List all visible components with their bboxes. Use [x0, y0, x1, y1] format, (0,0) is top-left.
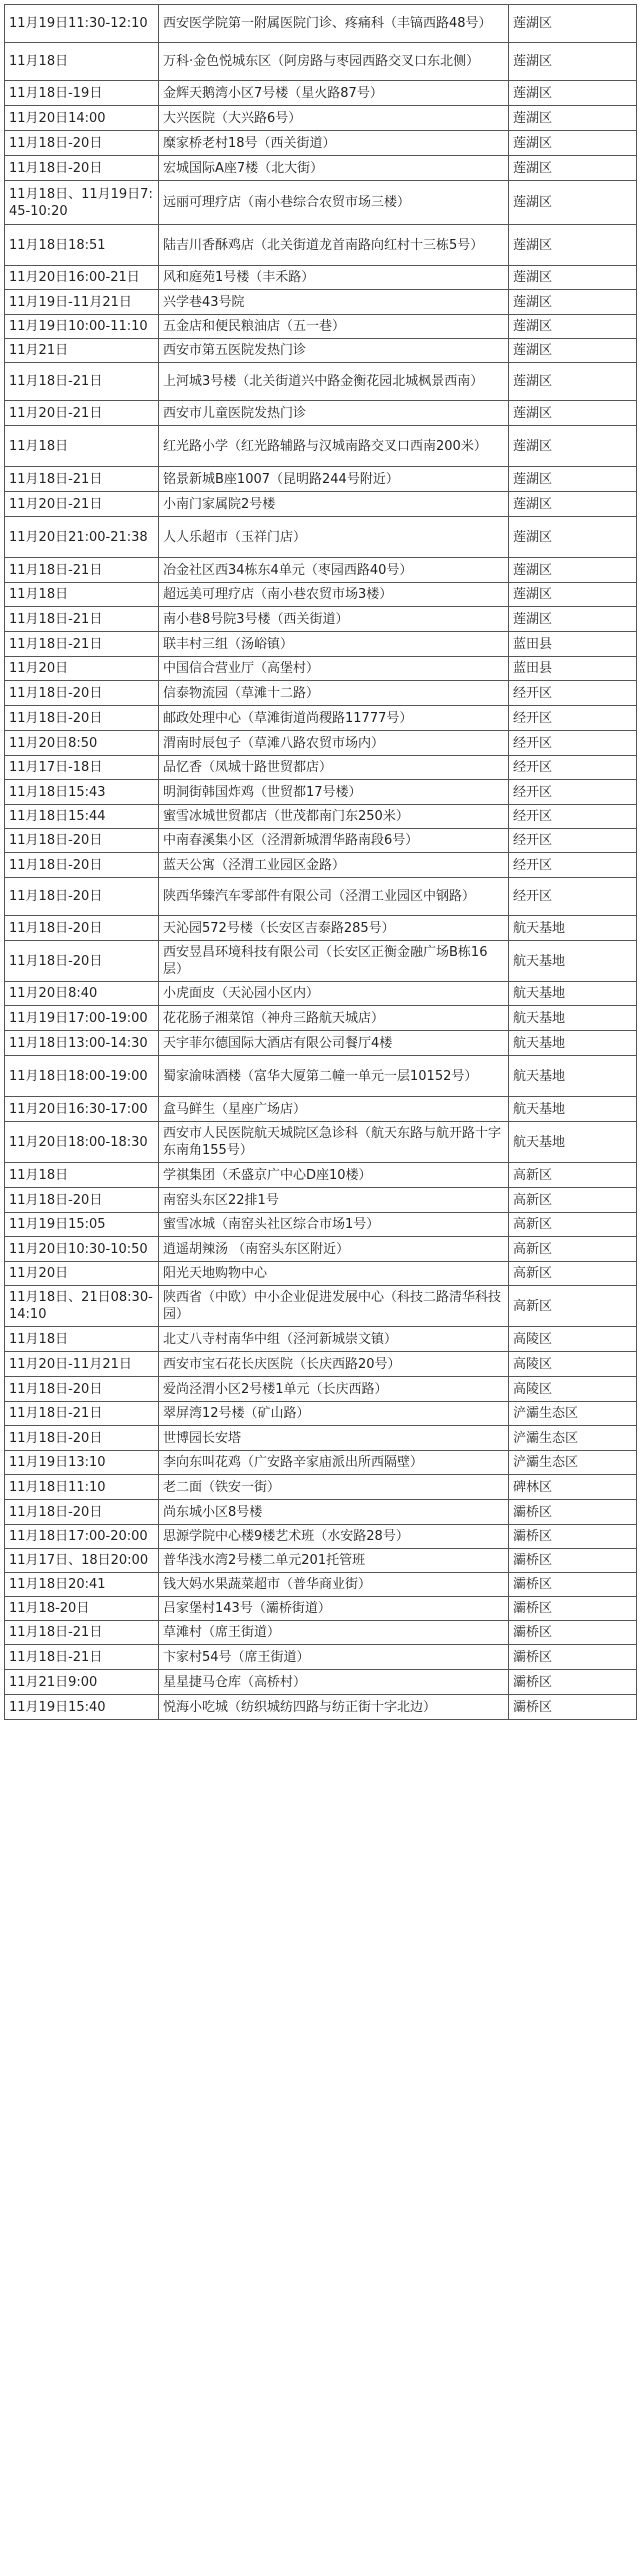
time-cell: 11月18日-20日 [5, 1426, 159, 1451]
time-cell: 11月20日21:00-21:38 [5, 517, 159, 558]
place-cell: 红光路小学（红光路辅路与汉城南路交叉口西南200米） [159, 426, 509, 467]
time-cell: 11月18日 [5, 43, 159, 81]
table-row [5, 1262, 637, 1286]
table-row [5, 1006, 637, 1031]
place-cell: 花花肠子湘菜馆（神舟三路航天城店） [159, 1006, 509, 1031]
place-cell: 南窑头东区22排1号 [159, 1188, 509, 1213]
time-cell: 11月18日-21日 [5, 1402, 159, 1426]
place-cell: 人人乐超市（玉祥门店） [159, 517, 509, 558]
time-cell: 11月21日9:00 [5, 1670, 159, 1695]
table-row [5, 467, 637, 492]
place-cell: 万科·金色悦城东区（阿房路与枣园西路交叉口东北侧） [159, 43, 509, 81]
time-cell: 11月18日13:00-14:30 [5, 1031, 159, 1056]
table-row [5, 558, 637, 583]
district-cell: 航天基地 [509, 1122, 637, 1163]
table-row [5, 1213, 637, 1237]
place-cell: 卞家村54号（席王街道） [159, 1645, 509, 1670]
place-cell: 天沁园572号楼（长安区吉泰路285号） [159, 916, 509, 941]
time-cell: 11月18日11:10 [5, 1475, 159, 1500]
time-cell: 11月18日-21日 [5, 1645, 159, 1670]
table-row [5, 5, 637, 43]
place-cell: 宏城国际A座7楼（北大街） [159, 156, 509, 181]
table-row [5, 363, 637, 401]
place-cell: 李向东叫花鸡（广安路辛家庙派出所西隔壁） [159, 1451, 509, 1475]
district-cell: 莲湖区 [509, 583, 637, 607]
district-cell: 经开区 [509, 681, 637, 706]
place-cell: 西安市儿童医院发热门诊 [159, 401, 509, 426]
table-row [5, 1549, 637, 1573]
table-row [5, 632, 637, 657]
table-row [5, 1645, 637, 1670]
place-cell: 草滩村（席王街道） [159, 1621, 509, 1645]
district-cell: 航天基地 [509, 1031, 637, 1056]
place-cell: 钱大妈水果蔬菜超市（普华商业街） [159, 1573, 509, 1597]
table-row [5, 681, 637, 706]
time-cell: 11月19日17:00-19:00 [5, 1006, 159, 1031]
table-row [5, 81, 637, 106]
table-row [5, 731, 637, 756]
place-cell: 普华浅水湾2号楼二单元201托管班 [159, 1549, 509, 1573]
place-cell: 南小巷8号院3号楼（西关街道） [159, 607, 509, 632]
time-cell: 11月19日11:30-12:10 [5, 5, 159, 43]
table-row [5, 1237, 637, 1262]
district-cell: 高陵区 [509, 1377, 637, 1402]
table-row [5, 756, 637, 780]
district-cell: 莲湖区 [509, 607, 637, 632]
district-cell: 灞桥区 [509, 1695, 637, 1720]
time-cell: 11月19日-11月21日 [5, 290, 159, 315]
district-cell: 经开区 [509, 731, 637, 756]
district-cell: 蓝田县 [509, 632, 637, 657]
district-cell: 灞桥区 [509, 1670, 637, 1695]
time-cell: 11月20日 [5, 1262, 159, 1286]
time-cell: 11月18日-20日 [5, 916, 159, 941]
place-cell: 金辉天鹅湾小区7号楼（星火路87号） [159, 81, 509, 106]
table-row [5, 266, 637, 290]
time-cell: 11月17日、18日20:00 [5, 1549, 159, 1573]
time-cell: 11月20日-21日 [5, 492, 159, 517]
district-cell: 高新区 [509, 1188, 637, 1213]
time-cell: 11月18日 [5, 583, 159, 607]
district-cell: 莲湖区 [509, 181, 637, 225]
time-cell: 11月18日-19日 [5, 81, 159, 106]
time-cell: 11月18日-21日 [5, 467, 159, 492]
table-row [5, 607, 637, 632]
district-cell: 经开区 [509, 756, 637, 780]
table-row [5, 1031, 637, 1056]
place-cell: 渭南时辰包子（草滩八路农贸市场内） [159, 731, 509, 756]
table-row [5, 1352, 637, 1377]
place-cell: 风和庭苑1号楼（丰禾路） [159, 266, 509, 290]
district-cell: 浐灞生态区 [509, 1451, 637, 1475]
time-cell: 11月18日18:00-19:00 [5, 1056, 159, 1097]
district-cell: 经开区 [509, 780, 637, 805]
time-cell: 11月18日-20日 [5, 156, 159, 181]
district-cell: 莲湖区 [509, 81, 637, 106]
district-cell: 高新区 [509, 1286, 637, 1327]
place-cell: 北丈八寺村南华中组（泾河新城崇文镇） [159, 1327, 509, 1352]
table-row [5, 1286, 637, 1327]
district-cell: 经开区 [509, 805, 637, 829]
district-cell: 莲湖区 [509, 156, 637, 181]
district-cell: 莲湖区 [509, 290, 637, 315]
district-cell: 莲湖区 [509, 401, 637, 426]
place-cell: 天宇菲尔德国际大酒店有限公司餐厅4楼 [159, 1031, 509, 1056]
table-row [5, 1695, 637, 1720]
district-cell: 经开区 [509, 853, 637, 878]
district-cell: 莲湖区 [509, 5, 637, 43]
table-row [5, 156, 637, 181]
place-cell: 兴学巷43号院 [159, 290, 509, 315]
time-cell: 11月20日14:00 [5, 106, 159, 131]
district-cell: 浐灞生态区 [509, 1426, 637, 1451]
district-cell: 高新区 [509, 1213, 637, 1237]
table-row [5, 1475, 637, 1500]
time-cell: 11月18-20日 [5, 1597, 159, 1621]
time-cell: 11月19日15:05 [5, 1213, 159, 1237]
time-cell: 11月18日-20日 [5, 1500, 159, 1525]
place-cell: 陕西省（中欧）中小企业促进发展中心（科技二路清华科技园） [159, 1286, 509, 1327]
district-cell: 莲湖区 [509, 467, 637, 492]
place-cell: 上河城3号楼（北关街道兴中路金衡花园北城枫景西南） [159, 363, 509, 401]
time-cell: 11月18日-21日 [5, 1621, 159, 1645]
location-table [4, 4, 637, 1720]
table-row [5, 780, 637, 805]
time-cell: 11月18日-20日 [5, 706, 159, 731]
place-cell: 品忆香（凤城十路世贸都店） [159, 756, 509, 780]
district-cell: 灞桥区 [509, 1573, 637, 1597]
table-row [5, 225, 637, 266]
district-cell: 灞桥区 [509, 1621, 637, 1645]
district-cell: 莲湖区 [509, 266, 637, 290]
place-cell: 中南春溪集小区（泾渭新城渭华路南段6号） [159, 829, 509, 853]
district-cell: 高新区 [509, 1262, 637, 1286]
time-cell: 11月18日-20日 [5, 1188, 159, 1213]
district-cell: 莲湖区 [509, 106, 637, 131]
table-row [5, 1377, 637, 1402]
table-row [5, 1426, 637, 1451]
district-cell: 航天基地 [509, 1006, 637, 1031]
district-cell: 经开区 [509, 706, 637, 731]
place-cell: 阳光天地购物中心 [159, 1262, 509, 1286]
table-row [5, 829, 637, 853]
place-cell: 冶金社区西34栋东4单元（枣园西路40号） [159, 558, 509, 583]
district-cell: 浐灞生态区 [509, 1402, 637, 1426]
time-cell: 11月17日-18日 [5, 756, 159, 780]
place-cell: 蜀家渝味酒楼（富华大厦第二幢一单元一层10152号） [159, 1056, 509, 1097]
district-cell: 蓝田县 [509, 657, 637, 681]
table-body [5, 5, 637, 1720]
place-cell: 老二面（铁安一街） [159, 1475, 509, 1500]
district-cell: 碑林区 [509, 1475, 637, 1500]
time-cell: 11月18日18:51 [5, 225, 159, 266]
time-cell: 11月18日-21日 [5, 607, 159, 632]
time-cell: 11月18日、11月19日7:45-10:20 [5, 181, 159, 225]
place-cell: 翠屏湾12号楼（矿山路） [159, 1402, 509, 1426]
place-cell: 明洞街韩国炸鸡（世贸都17号楼） [159, 780, 509, 805]
time-cell: 11月18日 [5, 426, 159, 467]
table-row [5, 1402, 637, 1426]
place-cell: 中国信合营业厅（高堡村） [159, 657, 509, 681]
district-cell: 航天基地 [509, 941, 637, 982]
time-cell: 11月18日-20日 [5, 941, 159, 982]
time-cell: 11月19日10:00-11:10 [5, 315, 159, 339]
table-row [5, 1188, 637, 1213]
district-cell: 高陵区 [509, 1352, 637, 1377]
time-cell: 11月20日-21日 [5, 401, 159, 426]
district-cell: 莲湖区 [509, 225, 637, 266]
time-cell: 11月18日-21日 [5, 558, 159, 583]
district-cell: 高新区 [509, 1237, 637, 1262]
place-cell: 陆吉川香酥鸡店（北关街道龙首南路向红村十三栋5号） [159, 225, 509, 266]
time-cell: 11月18日、21日08:30-14:10 [5, 1286, 159, 1327]
table-row [5, 315, 637, 339]
time-cell: 11月18日-20日 [5, 853, 159, 878]
table-row [5, 43, 637, 81]
time-cell: 11月18日20:41 [5, 1573, 159, 1597]
district-cell: 灞桥区 [509, 1645, 637, 1670]
table-row [5, 1163, 637, 1188]
district-cell: 莲湖区 [509, 558, 637, 583]
time-cell: 11月20日16:30-17:00 [5, 1097, 159, 1122]
time-cell: 11月20日-11月21日 [5, 1352, 159, 1377]
table-row [5, 131, 637, 156]
table-row [5, 517, 637, 558]
table-row [5, 401, 637, 426]
district-cell: 航天基地 [509, 1097, 637, 1122]
place-cell: 西安昱昌环境科技有限公司（长安区正衡金融广场B栋16层） [159, 941, 509, 982]
table-row [5, 1621, 637, 1645]
table-row [5, 941, 637, 982]
district-cell: 莲湖区 [509, 315, 637, 339]
place-cell: 思源学院中心楼9楼艺术班（水安路28号） [159, 1525, 509, 1549]
time-cell: 11月18日-20日 [5, 681, 159, 706]
time-cell: 11月21日 [5, 339, 159, 363]
place-cell: 五金店和便民粮油店（五一巷） [159, 315, 509, 339]
time-cell: 11月18日-20日 [5, 829, 159, 853]
table-row [5, 1056, 637, 1097]
table-row [5, 1500, 637, 1525]
district-cell: 航天基地 [509, 1056, 637, 1097]
table-row [5, 916, 637, 941]
table-row [5, 1573, 637, 1597]
time-cell: 11月20日10:30-10:50 [5, 1237, 159, 1262]
place-cell: 邮政处理中心（草滩街道尚稷路11777号） [159, 706, 509, 731]
table-row [5, 1451, 637, 1475]
time-cell: 11月20日18:00-18:30 [5, 1122, 159, 1163]
place-cell: 逍遥胡辣汤 （南窑头东区附近） [159, 1237, 509, 1262]
time-cell: 11月18日15:43 [5, 780, 159, 805]
place-cell: 蜜雪冰城世贸都店（世茂都南门东250米） [159, 805, 509, 829]
table-row [5, 1597, 637, 1621]
district-cell: 灞桥区 [509, 1500, 637, 1525]
place-cell: 爱尚泾渭小区2号楼1单元（长庆西路） [159, 1377, 509, 1402]
table-row [5, 339, 637, 363]
time-cell: 11月20日16:00-21日 [5, 266, 159, 290]
place-cell: 联丰村三组（汤峪镇） [159, 632, 509, 657]
place-cell: 星星捷马仓库（高桥村） [159, 1670, 509, 1695]
time-cell: 11月20日 [5, 657, 159, 681]
place-cell: 吕家堡村143号（灞桥街道） [159, 1597, 509, 1621]
table-row [5, 1097, 637, 1122]
table-row [5, 1122, 637, 1163]
place-cell: 西安市宝石花长庆医院（长庆西路20号） [159, 1352, 509, 1377]
place-cell: 盒马鲜生（星座广场店） [159, 1097, 509, 1122]
table-row [5, 1525, 637, 1549]
table-row [5, 853, 637, 878]
place-cell: 小南门家属院2号楼 [159, 492, 509, 517]
time-cell: 11月20日8:40 [5, 982, 159, 1006]
time-cell: 11月19日13:10 [5, 1451, 159, 1475]
district-cell: 经开区 [509, 829, 637, 853]
table-row [5, 1327, 637, 1352]
district-cell: 灞桥区 [509, 1597, 637, 1621]
district-cell: 航天基地 [509, 916, 637, 941]
district-cell: 莲湖区 [509, 517, 637, 558]
place-cell: 学祺集团（禾盛京广中心D座10楼） [159, 1163, 509, 1188]
table-row [5, 426, 637, 467]
place-cell: 小虎面皮（天沁园小区内） [159, 982, 509, 1006]
table-row [5, 181, 637, 225]
place-cell: 信泰物流园（草滩十二路） [159, 681, 509, 706]
table-row [5, 706, 637, 731]
time-cell: 11月18日15:44 [5, 805, 159, 829]
district-cell: 灞桥区 [509, 1525, 637, 1549]
place-cell: 铭景新城B座1007（昆明路244号附近） [159, 467, 509, 492]
time-cell: 11月20日8:50 [5, 731, 159, 756]
district-cell: 航天基地 [509, 982, 637, 1006]
district-cell: 莲湖区 [509, 426, 637, 467]
place-cell: 尚东城小区8号楼 [159, 1500, 509, 1525]
table-row [5, 878, 637, 916]
place-cell: 蓝天公寓（泾渭工业园区金路） [159, 853, 509, 878]
time-cell: 11月18日 [5, 1327, 159, 1352]
place-cell: 远丽可理疗店（南小巷综合农贸市场三楼） [159, 181, 509, 225]
place-cell: 陕西华臻汽车零部件有限公司（泾渭工业园区中钢路） [159, 878, 509, 916]
table-row [5, 1670, 637, 1695]
district-cell: 高新区 [509, 1163, 637, 1188]
district-cell: 莲湖区 [509, 363, 637, 401]
district-cell: 高陵区 [509, 1327, 637, 1352]
table-row [5, 657, 637, 681]
time-cell: 11月18日 [5, 1163, 159, 1188]
table-row [5, 805, 637, 829]
time-cell: 11月18日-20日 [5, 131, 159, 156]
district-cell: 莲湖区 [509, 339, 637, 363]
table-row [5, 982, 637, 1006]
table-row [5, 492, 637, 517]
place-cell: 西安市人民医院航天城院区急诊科（航天东路与航开路十字东南角155号） [159, 1122, 509, 1163]
district-cell: 莲湖区 [509, 492, 637, 517]
district-cell: 灞桥区 [509, 1549, 637, 1573]
place-cell: 蜜雪冰城（南窑头社区综合市场1号） [159, 1213, 509, 1237]
time-cell: 11月19日15:40 [5, 1695, 159, 1720]
table-row [5, 583, 637, 607]
table-row [5, 290, 637, 315]
time-cell: 11月18日17:00-20:00 [5, 1525, 159, 1549]
place-cell: 西安医学院第一附属医院门诊、疼痛科（丰镐西路48号） [159, 5, 509, 43]
district-cell: 莲湖区 [509, 131, 637, 156]
place-cell: 糜家桥老村18号（西关街道） [159, 131, 509, 156]
time-cell: 11月18日-20日 [5, 878, 159, 916]
table-row [5, 106, 637, 131]
place-cell: 西安市第五医院发热门诊 [159, 339, 509, 363]
time-cell: 11月18日-21日 [5, 632, 159, 657]
place-cell: 世博园长安塔 [159, 1426, 509, 1451]
district-cell: 莲湖区 [509, 43, 637, 81]
place-cell: 悦海小吃城（纺织城纺四路与纺正街十字北边） [159, 1695, 509, 1720]
place-cell: 超远美可理疗店（南小巷农贸市场3楼） [159, 583, 509, 607]
time-cell: 11月18日-21日 [5, 363, 159, 401]
time-cell: 11月18日-20日 [5, 1377, 159, 1402]
place-cell: 大兴医院（大兴路6号） [159, 106, 509, 131]
district-cell: 经开区 [509, 878, 637, 916]
